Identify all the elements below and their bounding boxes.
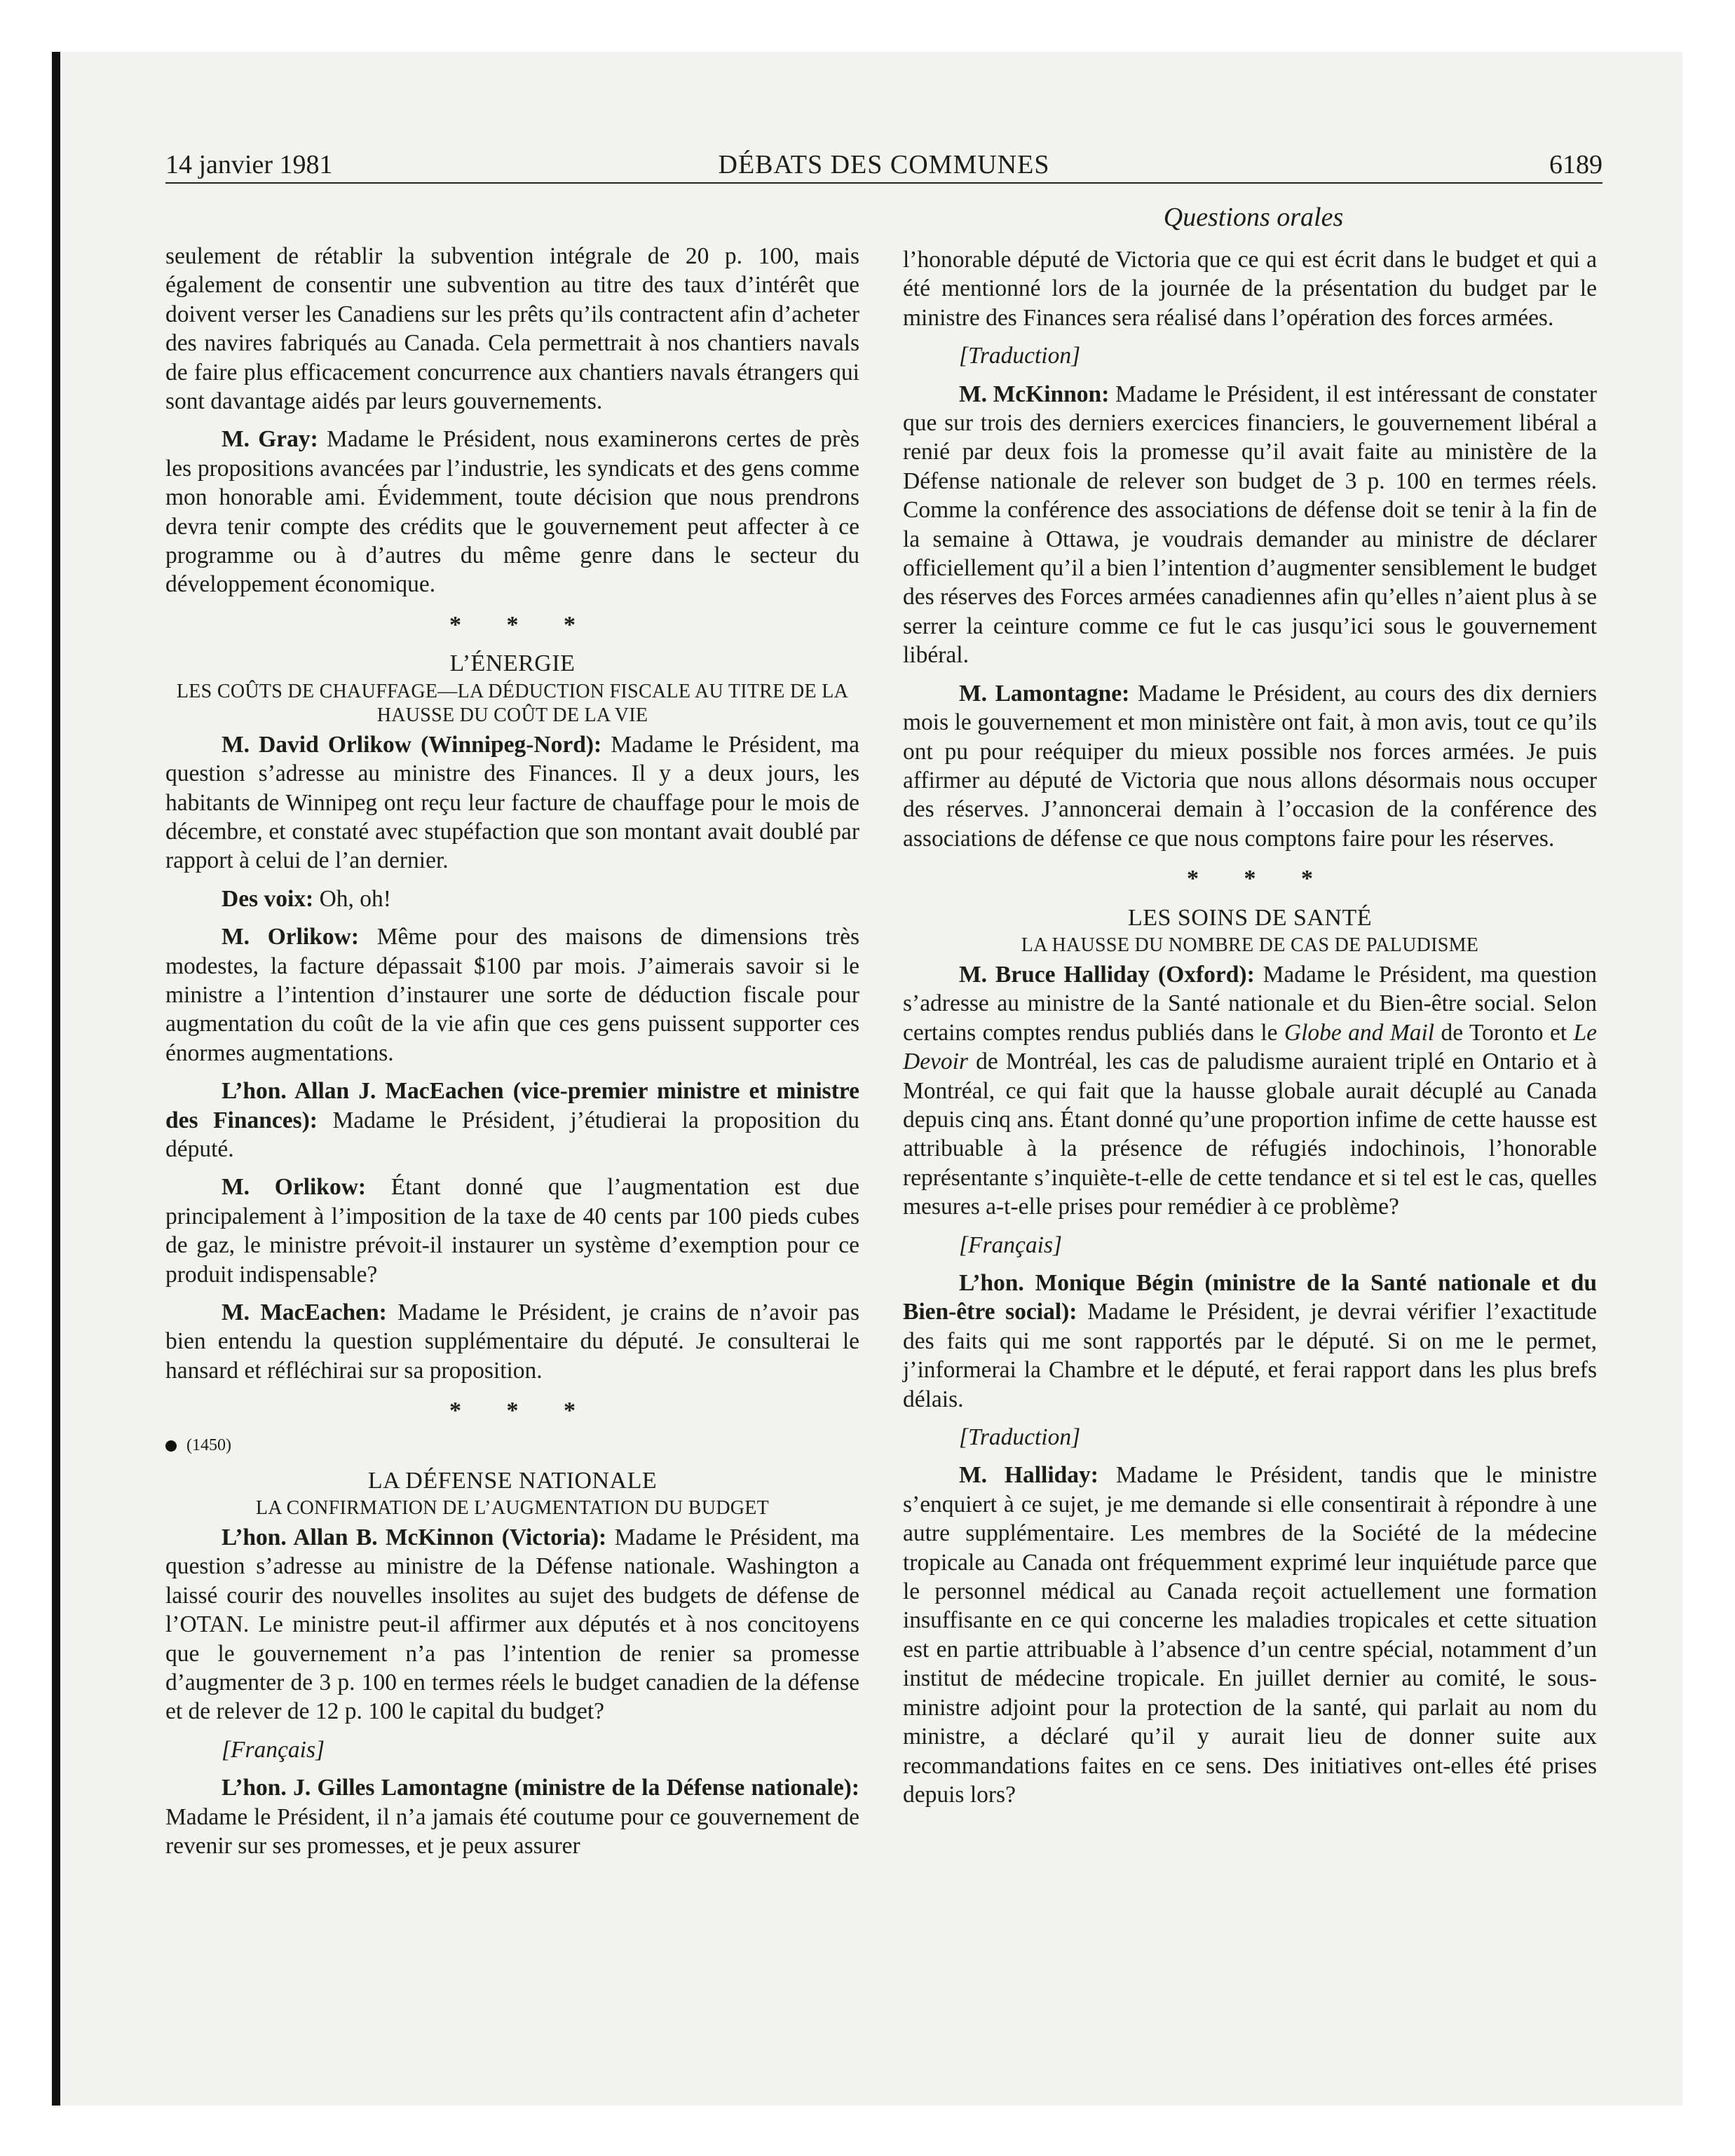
speech: Oh, oh! [313, 885, 391, 912]
speech: de Montréal, les cas de paludisme auraient triplé en Ontario et à Montréal, ce qui fait que la hausse globale aurait décuplé au Canada depuis cinq ans. Étant donné qu’une proportion infime de cette hausse est attribuable à la présence de réfugiés indochinois, l’honorable représentante s’inquiète-t-elle de cette tendance et si tel est le cas, quelles mesures a-t-elle prises pour remédier à ce problème? [903, 1049, 1597, 1220]
speaker: M. David Orlikow (Winnipeg-Nord): [222, 731, 602, 758]
header-date: 14 janvier 1981 [165, 150, 333, 179]
speech: Étant donné que l’augmentation est due principalement à l’imposition de la taxe de 40 cents par 100 pieds cubes de gaz, le ministre prévoit-il instaurer un système d’exemption pour ce produit indispensable? [165, 1174, 859, 1288]
speech: Madame le Président, ma question s’adresse au ministre des Finances. Il y a deux jours, les habitants de Winnipeg ont reçu leur facture de chauffage pour le mois de décembre, et constaté avec stupéfaction que son montant avait doublé par rapport à celui de l’an dernier. [165, 731, 860, 874]
speech: Madame le Président, ma question s’adresse au ministre de la Santé nationale et du Bien-être social. Selon certains comptes rendus publiés dans le [903, 961, 1597, 1046]
speaker: M. Lamontagne: [959, 680, 1130, 707]
speech: Madame le Président, tandis que le ministre s’enquiert à ce sujet, je me demande si elle consentirait à répondre à une autre supplémentaire. Les membres de la Société de la médecine tropicale au Canada ont fréquemment exprimé leur inquiétude parce que le personnel médical au Canada reçoit actuellement une formation insuffisante en ce qui concerne les maladies tropicales et cette situation est en partie attribuable à l’absence d’un centre spécial, notamment d’un institut de médecine tropicale. En juillet dernier au comité, le sous-ministre adjoint pour la protection de la santé, qui parlait au nom du ministre, a déclaré qu’il y aurait lieu de donner suite aux recommandations faites en ce sens. Des initiatives ont-elles été prises depuis lors? [903, 1462, 1597, 1808]
speech: Madame le Président, il n’a jamais été coutume pour ce gouvernement de revenir sur ses promesses, et je peux assurer [165, 1803, 859, 1860]
speaker: M. Bruce Halliday (Oxford): [959, 961, 1255, 988]
speaker: L’hon. Monique Bégin (ministre de la Santé nationale et du Bien-être social): [903, 1270, 1597, 1325]
speech: Madame le Président, ma question s’adresse au ministre de la Défense nationale. Washington a laissé courir des nouvelles insolites au sujet des budgets de défense de l’OTAN. Le ministre peut-il affirmer aux députés et à nos concitoyens que le gouvernement n’a pas l’intention de renier sa promesse d’augmenter de 3 p. 100 en termes réels le budget canadien de la défense et de relever de 12 p. 100 le capital du budget? [165, 1524, 859, 1725]
speech: Même pour des maisons de dimensions très modestes, la facture dépassait $100 par mois. J’aimerais savoir si le ministre a l’intention d’instaurer une sorte de déduction fiscale pour augmentation du coût de la vie afin que ces gens puissent supporter ces énormes augmentations. [165, 924, 860, 1066]
language-note: [Traduction] [959, 343, 1081, 369]
speaker: M. Halliday: [959, 1462, 1098, 1489]
newspaper-title: Globe and Mail [1284, 1019, 1435, 1046]
paragraph [903, 1269, 1597, 1414]
section-title: LA DÉFENSE NATIONALE [367, 1467, 658, 1494]
section-title: L’ÉNERGIE [449, 650, 576, 677]
paragraph [165, 1523, 859, 1726]
time-marker-text: (1450) [186, 1435, 231, 1454]
binding-edge [52, 52, 60, 2106]
section-title: LES SOINS DE SANTÉ [1127, 904, 1373, 931]
section-subtitle: LA HAUSSE DU NOMBRE DE CAS DE PALUDISME [1021, 934, 1479, 956]
section-separator: * * * [449, 1398, 595, 1424]
paragraph [165, 1173, 859, 1289]
speaker: M. MacEachen: [222, 1299, 387, 1325]
paragraph [165, 1077, 859, 1164]
page-number: 6189 [1549, 150, 1603, 179]
paragraph [165, 730, 859, 875]
paragraph [903, 679, 1597, 853]
language-note: [Français] [222, 1736, 325, 1763]
section-subtitle: LES COÛTS DE CHAUFFAGE—LA DÉDUCTION FISCALE AU TITRE DE LA HAUSSE DU COÛT DE LA VIE [176, 680, 849, 726]
header-title: DÉBATS DES COMMUNES [718, 150, 1050, 179]
left-column [165, 242, 859, 1870]
paragraph [903, 380, 1597, 670]
section-separator: * * * [449, 611, 595, 638]
speaker: L’hon. Allan B. McKinnon (Victoria): [222, 1524, 607, 1551]
paragraph [165, 1773, 859, 1860]
speech: de Toronto et [1434, 1019, 1574, 1046]
paragraph [165, 1298, 859, 1385]
paragraph [903, 960, 1597, 1222]
right-column [903, 245, 1597, 1818]
speech: Madame le Président, j’étudierai la proposition du député. [165, 1107, 859, 1162]
section-separator: * * * [1187, 866, 1333, 892]
language-note: [Français] [959, 1231, 1063, 1258]
speech: Madame le Président, nous examinerons certes de près les propositions avancées par l’industrie, les syndicats et des gens comme mon honorable ami. Évidemment, toute décision que nous prendrons devra tenir compte des crédits que le gouvernement peut affecter à ce programme ou à d’autres du même genre dans le secteur du développement économique. [165, 426, 860, 598]
paragraph [165, 922, 859, 1067]
speaker: L’hon. Allan J. MacEachen (vice-premier ministre et ministre des Finances): [165, 1078, 859, 1133]
speech: Madame le Président, il est intéressant de constater que sur trois des derniers exercices financiers, le gouvernement libéral a renié par deux fois la promesse qu’il avait faite au ministère de la Défense nationale de relever son budget de 3 p. 100 en termes réels. Comme la conférence des associations de défense doit se tenir à la fin de la semaine à Ottawa, je voudrais demander au ministre de déclarer officiellement qu’il a bien l’intention d’augmenter sensiblement le budget des réserves des Forces armées canadiennes afin qu’elles n’aient plus à se serrer la ceinture comme ce fut le cas jusqu’ici sous le gouvernement libéral. [903, 381, 1597, 669]
speech: Madame le Président, je crains de n’avoir pas bien entendu la question supplémentaire du député. Je consulterai le hansard et réfléchirai sur sa proposition. [165, 1299, 860, 1384]
speech: Madame le Président, je devrai vérifier l’exactitude des faits qui me sont rapportés par le député. Si on me le permet, j’informerai la Chambre et le député, et ferai rapport dans les plus brefs délais. [903, 1299, 1597, 1412]
speaker: M. Orlikow: [222, 1174, 367, 1201]
speaker: L’hon. J. Gilles Lamontagne (ministre de la Défense nationale): [222, 1775, 859, 1801]
bullet-dot-icon [165, 1440, 177, 1452]
paragraph: l’honorable député de Victoria que ce qui est écrit dans le budget et qui a été mentionné lors de la journée de la présentation du budget par le ministre des Finances sera réalisé dans l’opération des forces armées. [903, 247, 1597, 331]
paragraph: seulement de rétablir la subvention intégrale de 20 p. 100, mais également de consentir une subvention au titre des taux d’intérêt que doivent verser les Canadiens sur les prêts qu’ils contractent afin d’acheter des navires fabriqués au Canada. Cela permettrait à nos chantiers navals de faire plus efficacement concurrence aux chantiers navals étrangers qui sont davantage aidés par leurs gouvernements. [165, 243, 859, 415]
header-rule [165, 182, 1603, 184]
speaker: Des voix: [222, 885, 314, 912]
speaker: M. Orlikow: [222, 924, 359, 950]
paragraph [165, 425, 859, 599]
section-subtitle: LA CONFIRMATION DE L’AUGMENTATION DU BUDGET [255, 1497, 770, 1520]
newspaper-title: Le Devoir [903, 1019, 1598, 1075]
speech: Madame le Président, au cours des dix derniers mois le gouvernement et mon ministère ont fait, à mon avis, tout ce qu’ils ont pu pour reéquiper du mieux possible nos forces armées. Je puis affirmer au député de Victoria que nous allons désormais nous occuper des réserves. J’annoncerai demain à l’occasion de la conférence des associations de défense ce que nous comptons faire pour les réserves. [903, 680, 1597, 852]
paragraph [903, 1461, 1597, 1809]
speaker: M. Gray: [222, 426, 318, 453]
speaker: M. McKinnon: [959, 381, 1110, 407]
language-note: [Traduction] [959, 1424, 1081, 1451]
paragraph [165, 885, 859, 913]
time-marker [165, 1431, 859, 1458]
page-header [165, 147, 1603, 182]
running-title: Questions orales [1163, 203, 1344, 232]
